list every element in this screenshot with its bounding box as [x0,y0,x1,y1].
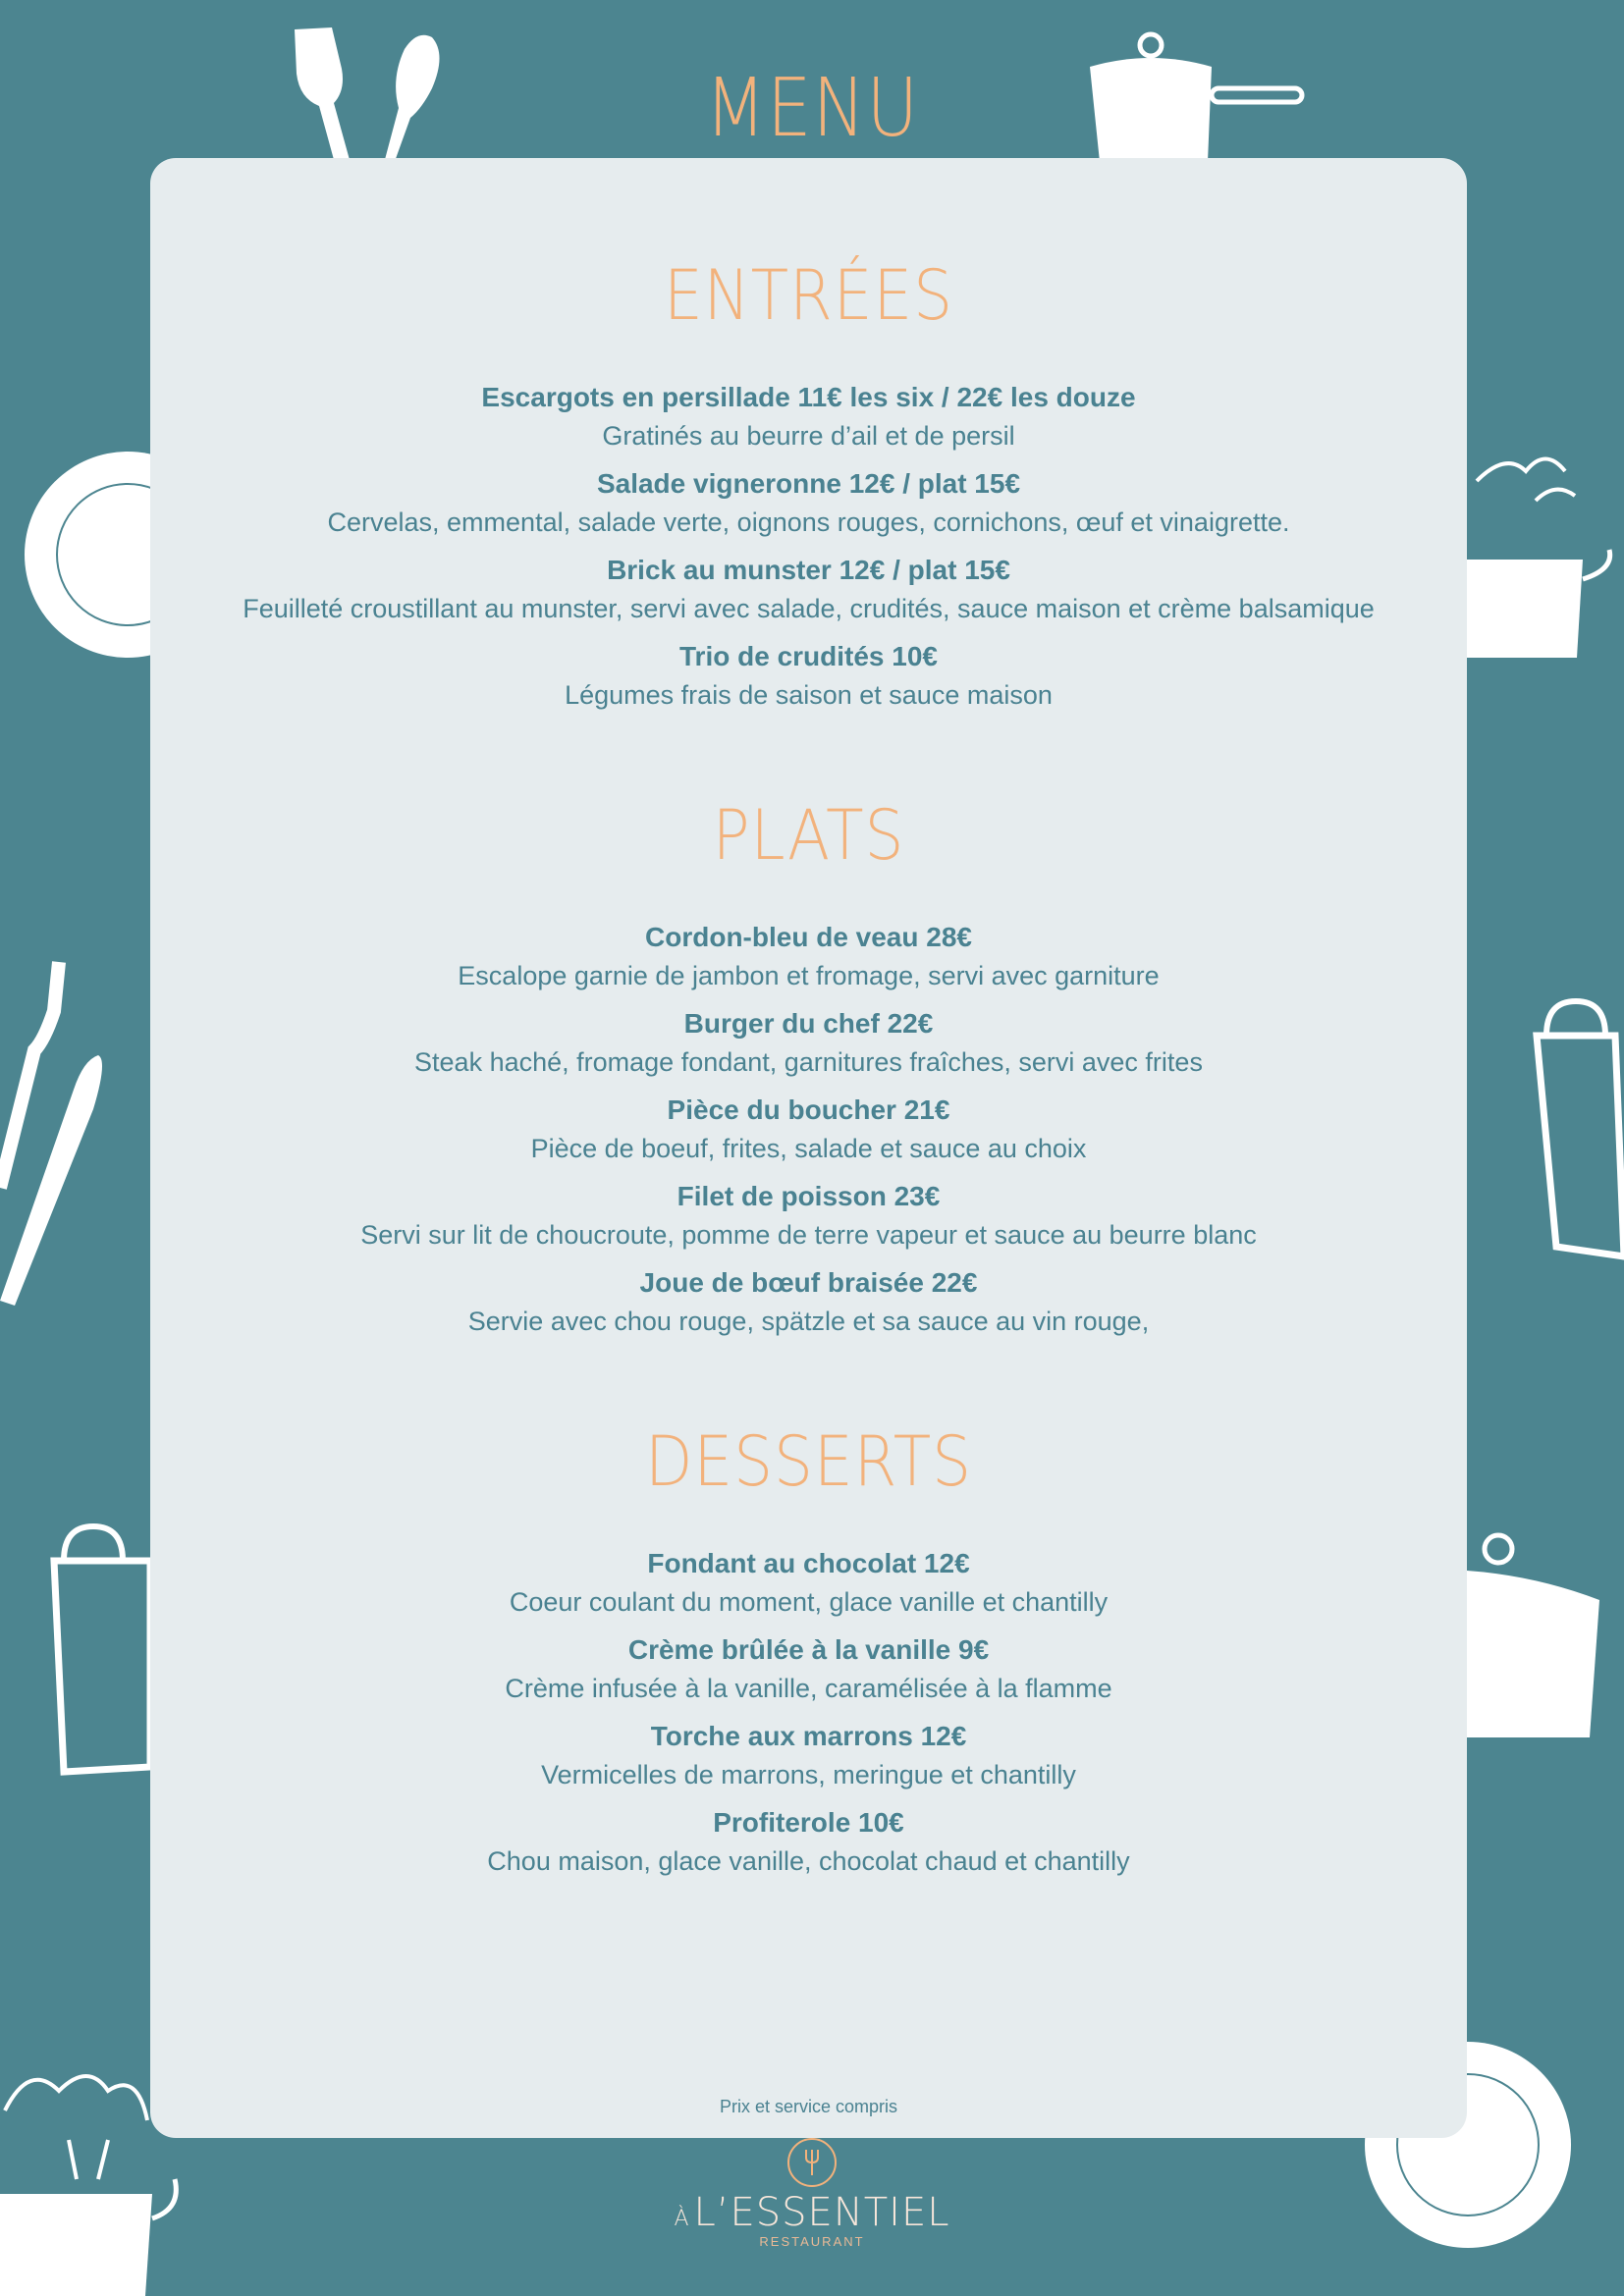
item-description: Steak haché, fromage fondant, garnitures fraîches, servi avec frites [414,1047,1203,1077]
item-description: Gratinés au beurre d’ail et de persil [602,421,1015,451]
logo-wordmark: L’ESSENTIEL [693,2190,950,2235]
menu-item [150,1178,1467,1255]
menu-item [150,1718,1467,1794]
grater-right-illustration [1517,996,1624,1256]
item-description: Escalope garnie de jambon et fromage, servi avec garniture [458,961,1160,990]
item-description: Légumes frais de saison et sauce maison [565,680,1053,710]
menu-item [150,552,1467,628]
menu-item [150,919,1467,995]
item-name: Joue de bœuf braisée 22€ [639,1267,978,1298]
section-plats [150,795,1467,1351]
item-description: Servi sur lit de choucroute, pomme de terre vapeur et sauce au beurre blanc [360,1220,1257,1250]
menu-item [150,1005,1467,1082]
item-description: Cervelas, emmental, salade verte, oignons rouges, cornichons, œuf et vinaigrette. [327,507,1290,537]
menu-card [150,158,1467,2138]
plate-left-illustration [20,452,157,658]
item-description: Servie avec chou rouge, spätzle et sa sauce au vin rouge, [467,1307,1150,1336]
menu-item [150,1804,1467,1881]
section-title: PLATS [712,795,905,876]
item-name: Burger du chef 22€ [683,1008,934,1039]
fork-knife-illustration [0,952,118,1306]
item-name: Profiterole 10€ [713,1807,904,1838]
logo-prefix: À [674,2207,690,2231]
menu-item [150,1092,1467,1168]
logo-subtitle: RESTAURANT [759,2234,865,2249]
cooking-pot-lower-right-illustration [1467,1531,1604,1747]
item-description: Chou maison, glace vanille, chocolat chaud et chantilly [487,1846,1130,1876]
section-desserts [150,1421,1467,1891]
section-entrees [150,255,1467,724]
cooking-pot-right-illustration [1467,442,1624,667]
restaurant-logo [0,2138,1624,2249]
menu-item [150,1264,1467,1341]
footer-note [150,2097,1467,2117]
menu-item [150,1545,1467,1622]
item-name: Pièce du boucher 21€ [667,1095,950,1125]
logo-name [0,2190,1624,2235]
item-name: Trio de crudités 10€ [679,641,938,671]
menu-item [150,638,1467,715]
section-title: ENTRÉES [663,255,954,336]
item-description: Coeur coulant du moment, glace vanille et chantilly [509,1587,1109,1617]
menu-item [150,1631,1467,1708]
item-name: Cordon-bleu de veau 28€ [645,922,972,952]
section-title: DESSERTS [645,1421,972,1502]
fork-icon [787,2138,837,2187]
item-description: Feuilleté croustillant au munster, servi avec salade, crudités, sauce maison et crème balsamique [243,594,1375,623]
item-name: Torche aux marrons 12€ [650,1721,967,1751]
item-name: Crème brûlée à la vanille 9€ [627,1634,990,1665]
item-name: Fondant au chocolat 12€ [647,1548,970,1578]
item-name: Filet de poisson 23€ [677,1181,941,1211]
menu-item [150,465,1467,542]
menu-item [150,379,1467,455]
footer-note-text: Prix et service compris [719,2097,898,2116]
grater-left-illustration [44,1522,150,1782]
item-name: Brick au munster 12€ / plat 15€ [607,555,1010,585]
item-name: Escargots en persillade 11€ les six / 22€ les douze [481,382,1136,412]
item-description: Crème infusée à la vanille, caramélisée à la flamme [505,1674,1112,1703]
item-description: Pièce de boeuf, frites, salade et sauce au choix [530,1134,1087,1163]
menu-title: MENU [704,62,920,155]
item-description: Vermicelles de marrons, meringue et chantilly [541,1760,1076,1789]
item-name: Salade vigneronne 12€ / plat 15€ [596,468,1021,499]
